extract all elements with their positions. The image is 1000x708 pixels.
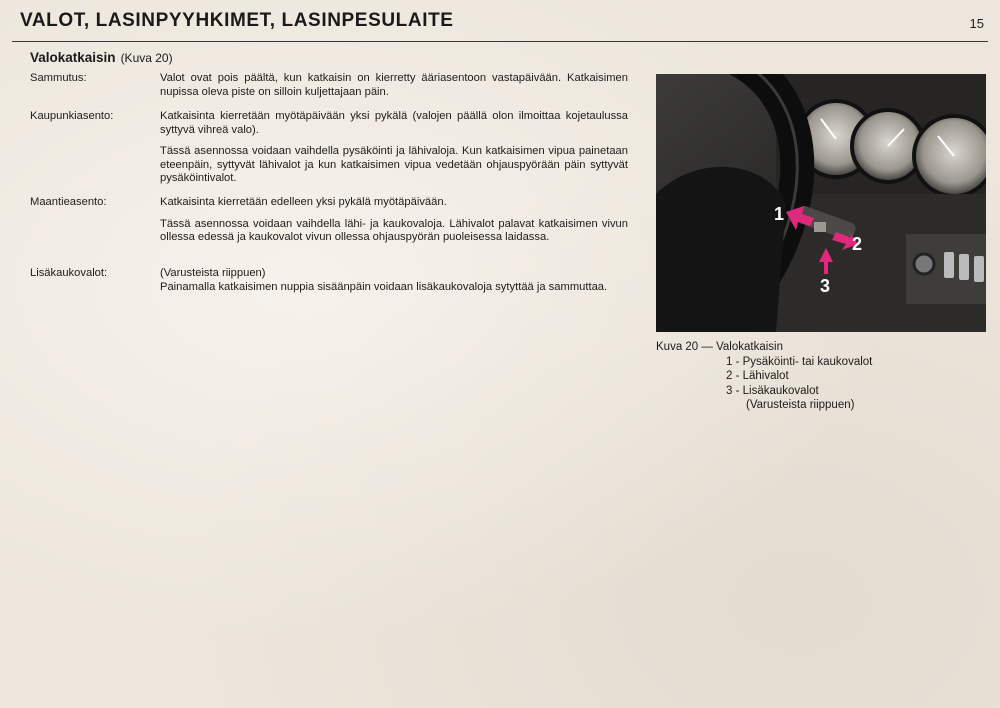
section-heading <box>30 50 173 65</box>
figure-caption <box>656 340 872 413</box>
caption-item: 3 - Lisäkaukovalot <box>726 384 819 397</box>
entry-paragraph: Tässä asennossa voidaan vaihdella lähi- ja kaukovaloja. Lähivalot palavat katkaisimen vivun ollessa edessä ja kaukovalot vivun ollessa ohjauspyörän puoleisessa laidassa. <box>160 217 628 244</box>
callout-label-3: 3 <box>820 276 831 296</box>
entry-body <box>160 267 628 302</box>
caption-title: Kuva 20 — Valokatkaisin <box>656 341 783 353</box>
page-number: 15 <box>969 16 984 31</box>
header-divider <box>12 41 988 42</box>
entry-label: Lisäkaukovalot: <box>30 267 108 279</box>
dashboard-photo <box>656 74 986 332</box>
entry-body <box>160 72 628 107</box>
caption-list <box>656 355 872 413</box>
entry-label: Maantieasento: <box>30 196 107 208</box>
entry-label: Kaupunkiasento: <box>30 110 114 122</box>
entry-body <box>160 196 628 253</box>
caption-item: 1 - Pysäköinti- tai kaukovalot <box>726 355 873 368</box>
entry-paragraph: (Varusteista riippuen) Painamalla katkaisimen nuppia sisäänpäin voidaan lisäkaukovaloja sytyttää ja sammuttaa. <box>160 267 608 293</box>
section-title: Valokatkaisin <box>30 50 116 65</box>
section-figure-ref: (Kuva 20) <box>120 51 173 65</box>
callout-label-2: 2 <box>852 234 863 254</box>
entry-body <box>160 110 628 194</box>
dashboard-illustration <box>656 74 986 332</box>
entry-paragraph: Katkaisinta kierretään edelleen yksi pykälä myötäpäivään. <box>160 196 447 208</box>
caption-note: (Varusteista riippuen) <box>746 399 855 411</box>
entry-label: Sammutus: <box>30 72 87 84</box>
callout-label-1: 1 <box>774 204 785 224</box>
entry-paragraph: Katkaisinta kierretään myötäpäivään yksi pykälä (valojen päällä olon ilmoittaa kojetaulussa syttyvä vihreä valo). <box>160 110 628 136</box>
entry-paragraph: Valot ovat pois päältä, kun katkaisin on kierretty ääriasentoon vastapäivään. Katkaisimen nupissa oleva piste on silloin kuljettajaan päin. <box>160 72 628 98</box>
page-header-title: VALOT, LASINPYYHKIMET, LASINPESULAITE <box>20 10 454 31</box>
entry-paragraph: Tässä asennossa voidaan vaihdella pysäköinti ja lähivaloja. Kun katkaisimen vipua painetaan eteenpäin, syttyvät lähivalot ja kun katkaisimen vipua vedetään ohjauspyörään päin syttyvät pysäköintivalot. <box>160 145 628 185</box>
caption-item: 2 - Lähivalot <box>726 370 789 382</box>
